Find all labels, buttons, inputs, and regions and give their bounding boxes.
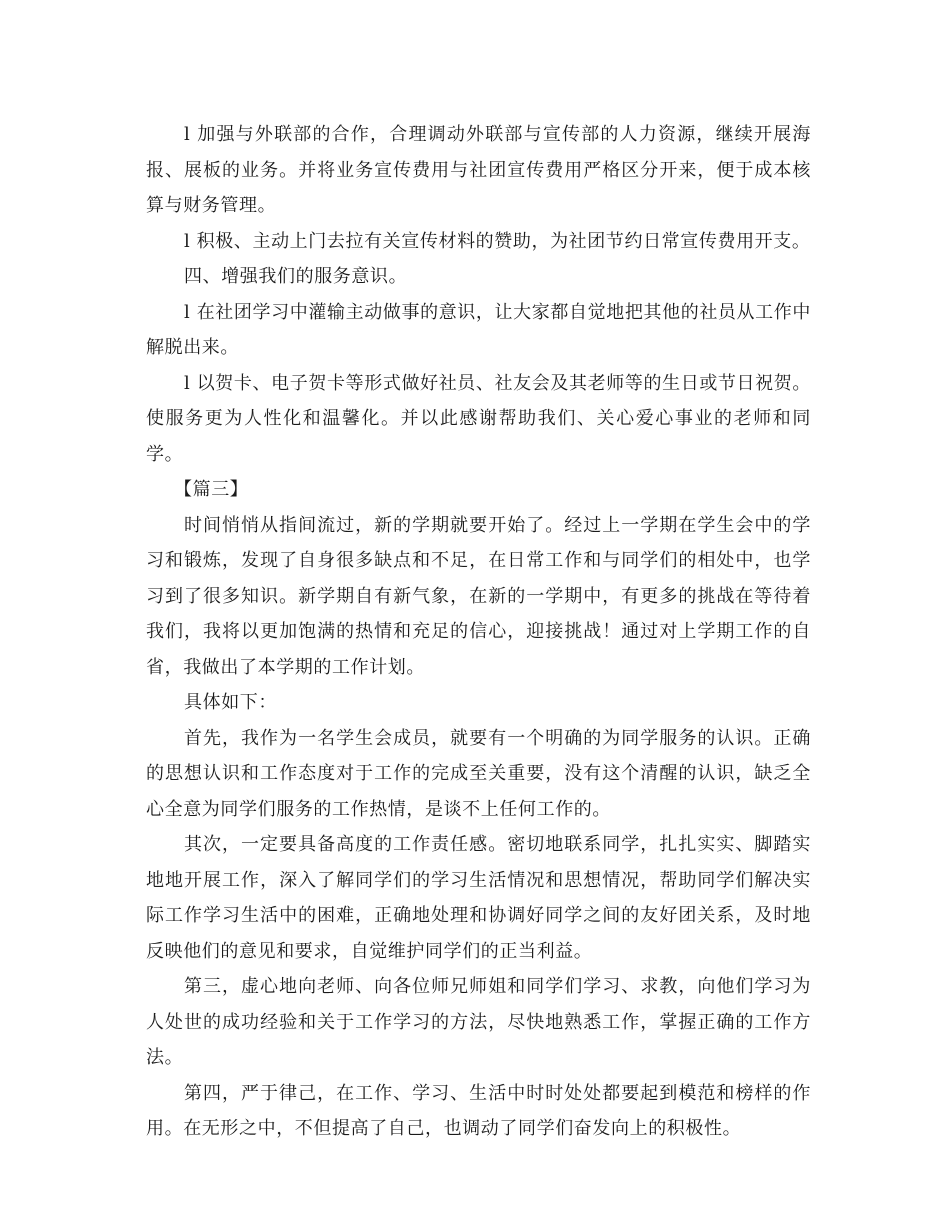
- paragraph-greetings: l 以贺卡、电子贺卡等形式做好社员、社友会及其老师等的生日或节日祝贺。使服务更为人性化和温馨化。并以此感谢帮助我们、关心爱心事业的老师和同学。: [146, 372, 811, 465]
- section-heading-part-three: 【篇三】: [174, 479, 249, 500]
- document-body: [146, 117, 811, 1147]
- paragraph-cooperation: l 加强与外联部的合作，合理调动外联部与宣传部的人力资源，继续开展海报、展板的业务。并将业务宣传费用与社团宣传费用严格区分开来，便于成本核算与财务管理。: [146, 124, 811, 216]
- paragraph-fourth: 第四，严于律己，在工作、学习、生活中时时处处都要起到模范和榜样的作用。在无形之中，不但提高了自己，也调动了同学们奋发向上的积极性。: [146, 1082, 811, 1139]
- paragraph-first: 首先，我作为一名学生会成员，就要有一个明确的为同学服务的认识。正确的思想认识和工作态度对于工作的完成至关重要，没有这个清醒的认识，缺乏全心全意为同学们服务的工作热情，是谈不上任何工作的。: [146, 727, 811, 820]
- paragraph-intro: 时间悄悄从指间流过，新的学期就要开始了。经过上一学期在学生会中的学习和锻炼，发现了自身很多缺点和不足，在日常工作和与同学们的相处中，也学习到了很多知识。新学期自有新气象，在新的一学期中，有更多的挑战在等待着我们，我将以更加饱满的热情和充足的信心，迎接挑战！通过对上学期工作的自省，我做出了本学期的工作计划。: [146, 514, 811, 678]
- paragraph-third: 第三，虚心地向老师、向各位师兄师姐和同学们学习、求教，向他们学习为人处世的成功经验和关于工作学习的方法，尽快地熟悉工作，掌握正确的工作方法。: [146, 976, 811, 1068]
- paragraph-details-label: 具体如下：: [184, 692, 277, 713]
- section-heading-service: 四、增强我们的服务意识。: [184, 266, 408, 287]
- paragraph-sponsorship: l 积极、主动上门去拉有关宣传材料的赞助，为社团节约日常宣传费用开支。: [184, 230, 811, 252]
- paragraph-second: 其次，一定要具备高度的工作责任感。密切地联系同学，扎扎实实、脚踏实地地开展工作，深入了解同学们的学习生活情况和思想情况，帮助同学们解决实际工作学习生活中的困难，正确地处理和协调好同学之间的友好团关系，及时地反映他们的意见和要求，自觉维护同学们的正当利益。: [146, 834, 811, 962]
- paragraph-initiative: l 在社团学习中灌输主动做事的意识，让大家都自觉地把其他的社员从工作中解脱出来。: [146, 301, 811, 358]
